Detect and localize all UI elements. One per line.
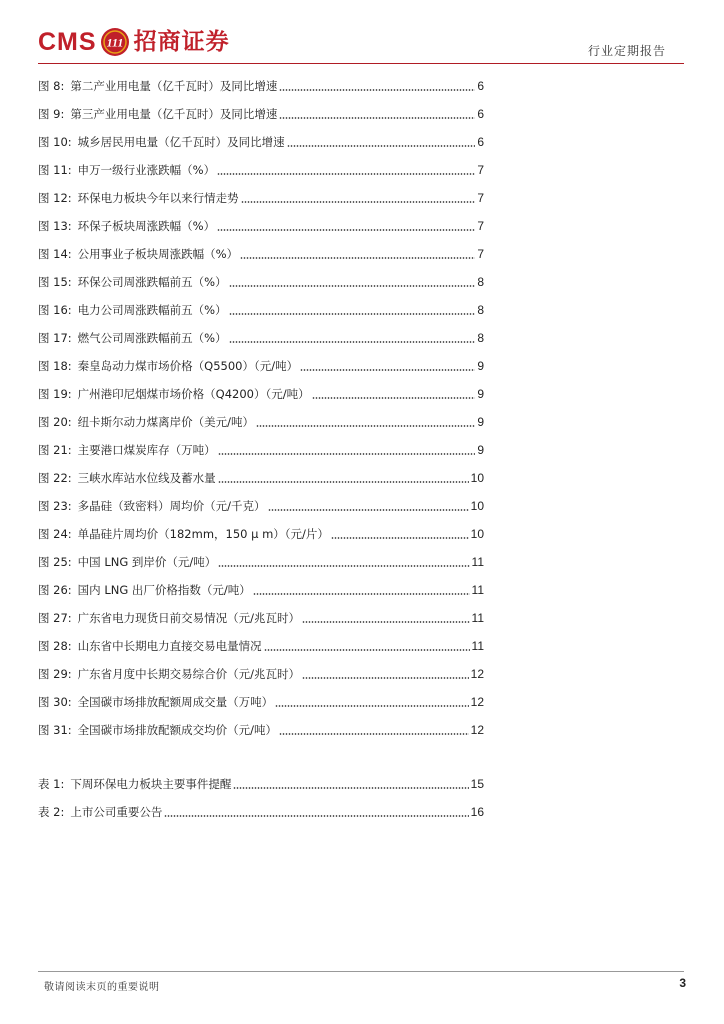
figure-label: 图 29:: [38, 667, 72, 681]
figure-label: 图 27:: [38, 611, 72, 625]
dot-leader: [279, 733, 469, 735]
figure-page-number: 7: [477, 219, 484, 233]
dot-leader: [275, 705, 468, 707]
figure-page-number: 9: [477, 443, 484, 457]
figure-label: 图 12:: [38, 191, 72, 205]
figure-entry[interactable]: [38, 660, 484, 688]
figure-entry[interactable]: [38, 72, 484, 100]
figure-page-number: 12: [470, 723, 484, 737]
figure-label: 图 10:: [38, 135, 72, 149]
logo-latin-text: CMS: [38, 28, 97, 56]
figure-entry[interactable]: [38, 576, 484, 604]
dot-leader: [279, 89, 475, 91]
figure-title: 多晶硅（致密料）周均价（元/千克）: [77, 499, 266, 513]
figure-page-number: 9: [477, 387, 484, 401]
figure-entry[interactable]: [38, 324, 484, 352]
figure-title: 单晶硅片周均价（182mm，150 μ m）（元/片）: [77, 527, 329, 541]
dot-leader: [164, 815, 468, 817]
table-page-number: 15: [470, 777, 484, 791]
figure-title: 环保子板块周涨跌幅（%）: [77, 219, 216, 233]
figure-page-number: 6: [477, 135, 484, 149]
figure-page-number: 7: [477, 247, 484, 261]
table-label: 表 2:: [38, 805, 65, 819]
dot-leader: [279, 117, 475, 119]
figure-page-number: 6: [477, 79, 484, 93]
dot-leader: [264, 649, 470, 651]
dot-leader: [287, 145, 476, 147]
figure-entry[interactable]: [38, 156, 484, 184]
figure-title: 城乡居民用电量（亿千瓦时）及同比增速: [77, 135, 285, 149]
figure-label: 图 22:: [38, 471, 72, 485]
figure-label: 图 9:: [38, 107, 65, 121]
figure-label: 图 23:: [38, 499, 72, 513]
figure-page-number: 11: [471, 611, 484, 625]
dot-leader: [229, 285, 476, 287]
figure-title: 全国碳市场排放配额周成交量（万吨）: [77, 695, 274, 709]
figure-entry[interactable]: [38, 296, 484, 324]
dot-leader: [218, 565, 469, 567]
logo-chinese-text: 招商证券: [133, 29, 230, 55]
dot-leader: [229, 341, 476, 343]
figure-label: 图 19:: [38, 387, 72, 401]
figure-label: 图 16:: [38, 303, 72, 317]
dot-leader: [240, 257, 475, 259]
table-label: 表 1:: [38, 777, 65, 791]
table-title: 上市公司重要公告: [70, 805, 163, 819]
page-header: [0, 0, 724, 66]
figure-label: 图 18:: [38, 359, 72, 373]
dot-leader: [302, 621, 469, 623]
figure-label: 图 13:: [38, 219, 72, 233]
table-title: 下周环保电力板块主要事件提醒: [70, 777, 232, 791]
dot-leader: [253, 593, 470, 595]
figure-label: 图 17:: [38, 331, 72, 345]
figure-title: 秦皇岛动力煤市场价格（Q5500）（元/吨）: [77, 359, 299, 373]
figure-entry[interactable]: [38, 212, 484, 240]
figure-entry[interactable]: [38, 240, 484, 268]
figure-page-number: 6: [477, 107, 484, 121]
figure-label: 图 24:: [38, 527, 72, 541]
figure-title: 申万一级行业涨跌幅（%）: [77, 163, 216, 177]
figure-label: 图 14:: [38, 247, 72, 261]
dot-leader: [300, 369, 475, 371]
figure-entry[interactable]: [38, 128, 484, 156]
dot-leader: [218, 481, 469, 483]
figure-entry[interactable]: [38, 408, 484, 436]
figure-label: 图 8:: [38, 79, 65, 93]
figure-label: 图 25:: [38, 555, 72, 569]
figure-entry[interactable]: [38, 716, 484, 744]
dot-leader: [312, 397, 476, 399]
figure-title: 燃气公司周涨跌幅前五（%）: [77, 331, 227, 345]
figure-page-number: 11: [471, 639, 484, 653]
dot-leader: [302, 677, 469, 679]
figure-entry[interactable]: [38, 492, 484, 520]
dot-leader: [217, 229, 475, 231]
figure-entry[interactable]: [38, 464, 484, 492]
report-type-label: 行业定期报告: [587, 44, 666, 58]
figure-entry[interactable]: [38, 380, 484, 408]
figure-label: 图 28:: [38, 639, 72, 653]
section-spacer: [38, 744, 484, 770]
figure-label: 图 26:: [38, 583, 72, 597]
figure-label: 图 21:: [38, 443, 72, 457]
figure-page-number: 7: [477, 163, 484, 177]
footer-divider: [38, 971, 684, 972]
figure-page-number: 9: [477, 415, 484, 429]
table-page-number: 16: [470, 805, 484, 819]
figure-title: 第三产业用电量（亿千瓦时）及同比增速: [70, 107, 278, 121]
dot-leader: [218, 453, 476, 455]
figure-page-number: 8: [477, 303, 484, 317]
figure-title: 环保公司周涨跌幅前五（%）: [77, 275, 227, 289]
figure-page-number: 11: [471, 555, 484, 569]
cms-badge-icon: [100, 27, 130, 57]
figure-page-number: 9: [477, 359, 484, 373]
figure-title: 中国 LNG 到岸价（元/吨）: [77, 555, 217, 569]
figure-title: 广东省电力现货日前交易情况（元/兆瓦时）: [77, 611, 301, 625]
figure-and-table-index: [38, 72, 484, 826]
disclaimer-note: 敬请阅读末页的重要说明: [44, 982, 160, 993]
figure-title: 全国碳市场排放配额成交均价（元/吨）: [77, 723, 278, 737]
figure-entry[interactable]: [38, 604, 484, 632]
figure-title: 第二产业用电量（亿千瓦时）及同比增速: [70, 79, 278, 93]
header-divider: [38, 63, 684, 64]
page-number: 3: [679, 976, 686, 990]
figure-page-number: 10: [470, 527, 484, 541]
figure-title: 广州港印尼烟煤市场价格（Q4200）（元/吨）: [77, 387, 310, 401]
figure-entry[interactable]: [38, 632, 484, 660]
figure-label: 图 31:: [38, 723, 72, 737]
figure-title: 公用事业子板块周涨跌幅（%）: [77, 247, 239, 261]
figure-entry[interactable]: [38, 688, 484, 716]
company-logo: [38, 26, 230, 58]
figure-entry[interactable]: [38, 100, 484, 128]
figure-page-number: 10: [470, 471, 484, 485]
dot-leader: [331, 537, 469, 539]
dot-leader: [229, 313, 476, 315]
figure-title: 广东省月度中长期交易综合价（元/兆瓦时）: [77, 667, 301, 681]
figure-entry[interactable]: [38, 436, 484, 464]
figure-entry[interactable]: [38, 548, 484, 576]
figure-entry[interactable]: [38, 268, 484, 296]
figure-label: 图 11:: [38, 163, 72, 177]
figure-label: 图 20:: [38, 415, 72, 429]
figure-entry[interactable]: [38, 184, 484, 212]
figure-page-number: 8: [477, 275, 484, 289]
dot-leader: [256, 425, 475, 427]
figure-entry[interactable]: [38, 352, 484, 380]
figure-page-number: 11: [471, 583, 484, 597]
dot-leader: [268, 509, 469, 511]
figure-entry[interactable]: [38, 520, 484, 548]
dot-leader: [241, 201, 476, 203]
logo-mark-text: 111: [106, 35, 123, 50]
figure-title: 主要港口煤炭库存（万吨）: [77, 443, 216, 457]
dot-leader: [233, 787, 468, 789]
figure-title: 三峡水库站水位线及蓄水量: [77, 471, 216, 485]
figure-page-number: 12: [470, 695, 484, 709]
table-entry[interactable]: [38, 798, 484, 826]
figure-label: 图 15:: [38, 275, 72, 289]
figure-page-number: 10: [470, 499, 484, 513]
figure-title: 电力公司周涨跌幅前五（%）: [77, 303, 227, 317]
figure-page-number: 8: [477, 331, 484, 345]
figure-page-number: 7: [477, 191, 484, 205]
table-entry[interactable]: [38, 770, 484, 798]
figure-title: 山东省中长期电力直接交易电量情况: [77, 639, 262, 653]
figure-title: 环保电力板块今年以来行情走势: [77, 191, 239, 205]
figure-page-number: 12: [470, 667, 484, 681]
figure-label: 图 30:: [38, 695, 72, 709]
dot-leader: [217, 173, 475, 175]
figure-title: 国内 LNG 出厂价格指数（元/吨）: [77, 583, 251, 597]
figure-title: 纽卡斯尔动力煤离岸价（美元/吨）: [77, 415, 255, 429]
